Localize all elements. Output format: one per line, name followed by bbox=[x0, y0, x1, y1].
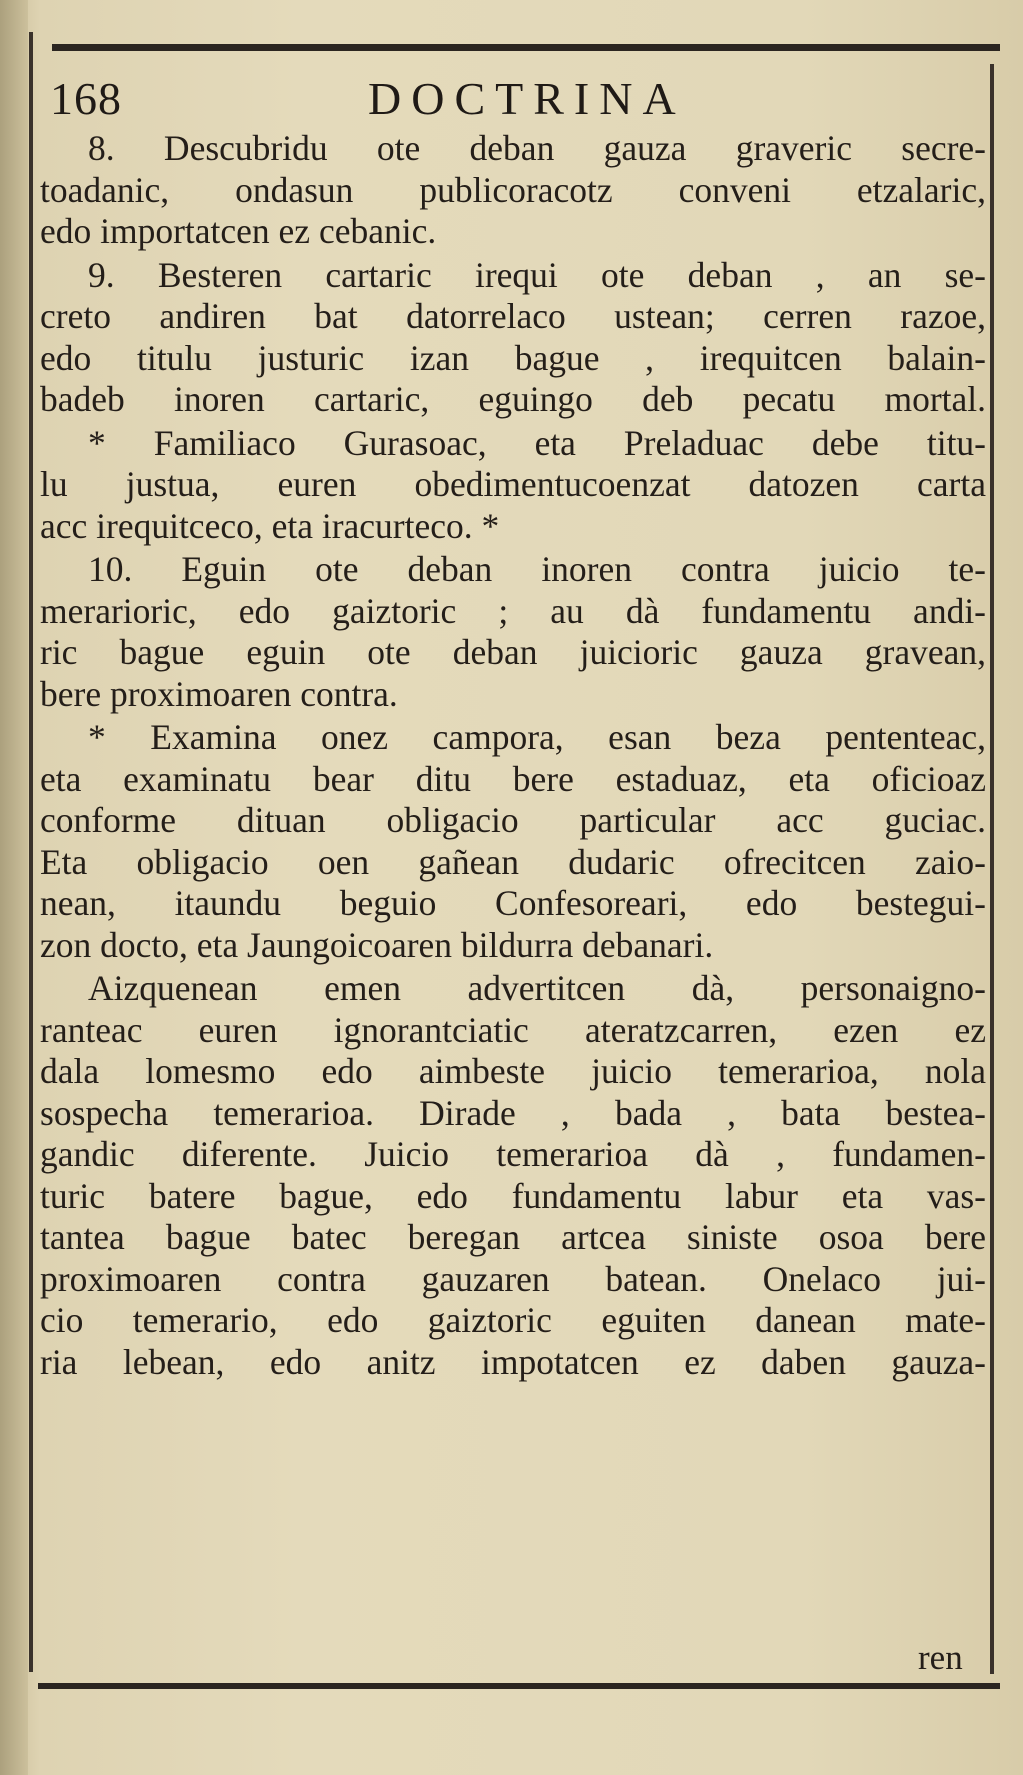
paragraph-9 bbox=[40, 255, 986, 421]
text-line: tantea bague batec beregan artcea siniste osoa bere bbox=[40, 1217, 986, 1257]
paragraph-8 bbox=[40, 128, 986, 253]
text-line: 8. Descubridu ote deban gauza graveric secre- bbox=[88, 128, 986, 168]
note-examination bbox=[40, 717, 986, 966]
text-line: edo titulu justuric izan bague , irequitcen balain- bbox=[40, 337, 986, 378]
paragraph-final bbox=[40, 968, 986, 1383]
top-rule bbox=[52, 44, 1000, 51]
text-line: cio temerario, edo gaiztoric eguiten danean mate- bbox=[40, 1300, 986, 1340]
text-line: turic batere bague, edo fundamentu labur eta vas- bbox=[40, 1175, 986, 1216]
text-line: creto andiren bat datorrelaco ustean; cerren razoe, bbox=[40, 296, 986, 336]
text-line: merarioric, edo gaiztoric ; au dà fundamentu andi- bbox=[40, 590, 986, 631]
paragraph-10 bbox=[40, 549, 986, 715]
bottom-rule bbox=[38, 1683, 1000, 1689]
note-family bbox=[40, 423, 986, 548]
text-line: gandic diferente. Juicio temerarioa dà , fundamen- bbox=[40, 1134, 986, 1174]
catchword: ren bbox=[918, 1638, 963, 1677]
text-line: Aizquenean emen advertitcen dà, personaigno- bbox=[88, 968, 986, 1008]
text-line: zon docto, eta Jaungoicoaren bildurra debanari. bbox=[40, 924, 714, 965]
page-number: 168 bbox=[50, 73, 122, 124]
text-line: eta examinatu bear ditu bere estaduaz, eta oficioaz bbox=[40, 758, 986, 799]
text-line: Eta obligacio oen gañean dudaric ofrecitcen zaio- bbox=[40, 841, 986, 882]
page-header bbox=[50, 72, 980, 132]
text-line: toadanic, ondasun publicoracotz conveni etzalaric, bbox=[40, 169, 986, 210]
text-line: 9. Besteren cartaric irequi ote deban , an se- bbox=[88, 254, 986, 295]
text-line: 10. Eguin ote deban inoren contra juicio te- bbox=[88, 549, 986, 589]
text-line: ria lebean, edo anitz impotatcen ez daben gauza- bbox=[40, 1341, 986, 1382]
text-line: acc irequitceco, eta iracurteco. * bbox=[40, 505, 500, 546]
text-line: sospecha temerarioa. Dirade , bada , bata bestea- bbox=[40, 1092, 986, 1133]
text-block bbox=[40, 128, 986, 1385]
text-line: ranteac euren ignorantciatic ateratzcarren, ezen ez bbox=[40, 1009, 986, 1050]
text-line: * Familiaco Gurasoac, eta Preladuac debe titu- bbox=[88, 422, 986, 463]
text-line: proximoaren contra gauzaren batean. Onelaco jui- bbox=[40, 1258, 986, 1299]
text-line: edo importatcen ez cebanic. bbox=[40, 211, 437, 251]
spine-shadow bbox=[0, 0, 28, 1775]
text-line: ric bague eguin ote deban juicioric gauza gravean, bbox=[40, 632, 986, 672]
text-line: lu justua, euren obedimentucoenzat datozen carta bbox=[40, 464, 986, 504]
text-line: nean, itaundu beguio Confesoreari, edo bestegui- bbox=[40, 883, 986, 923]
text-line: * Examina onez campora, esan beza pententeac, bbox=[88, 717, 986, 757]
running-head: DOCTRINA bbox=[368, 73, 686, 124]
text-line: dala lomesmo edo aimbeste juicio temerarioa, nola bbox=[40, 1051, 986, 1091]
text-line: badeb inoren cartaric, eguingo deb pecatu mortal. bbox=[40, 379, 986, 419]
right-rule bbox=[990, 64, 994, 1674]
text-line: bere proximoaren contra. bbox=[40, 673, 398, 714]
left-rule bbox=[29, 32, 33, 1672]
text-line: conforme dituan obligacio particular acc guciac. bbox=[40, 800, 986, 840]
